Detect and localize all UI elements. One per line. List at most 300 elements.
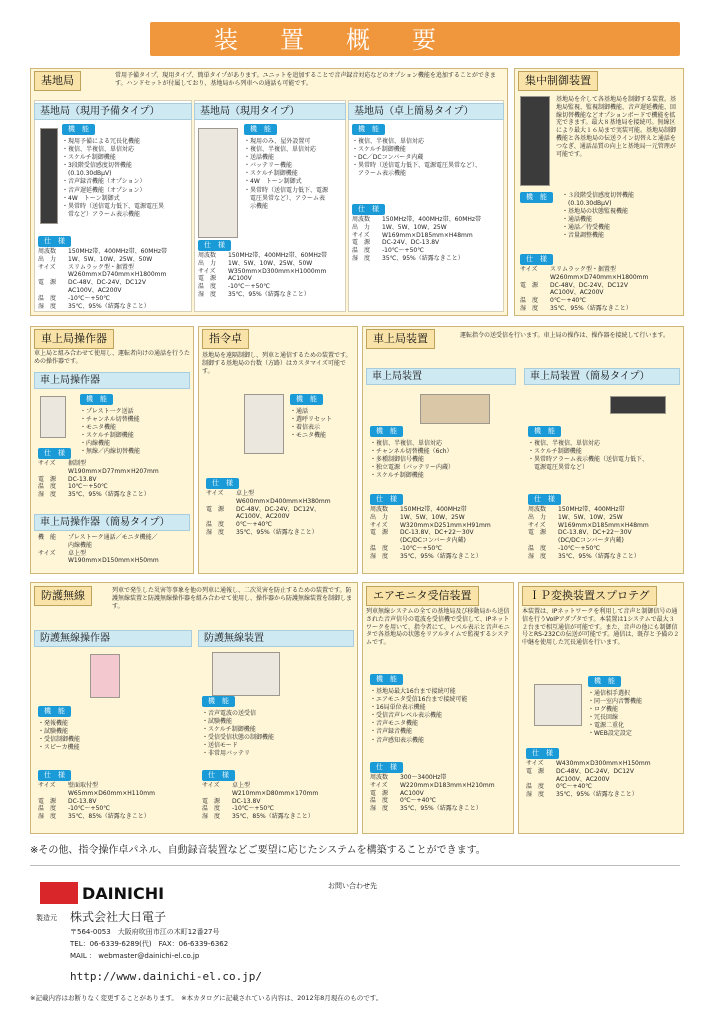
spec-key: 機 能 <box>38 534 57 541</box>
feature-item: ・送信モード <box>202 742 238 750</box>
shajo-features2 <box>528 440 648 472</box>
spec-key: 湿 度 <box>206 528 225 536</box>
spec-value: 1W、5W、10W、25W、50W <box>68 255 153 263</box>
spec-key: 出 力 <box>528 513 547 521</box>
feature-item: ・通話 <box>290 408 309 415</box>
spec-value: 35℃、85%（結露なきこと） <box>232 813 314 821</box>
spec-value: DC-48V、DC-24V、DC12V、 <box>236 505 320 513</box>
feature-item: ・通話機能 <box>562 216 593 224</box>
spec-row <box>198 268 327 276</box>
spec-value: 卓上型 <box>236 490 255 497</box>
sub-bougo-2: 防護無線装置 <box>198 630 354 647</box>
spec-key: 電 源 <box>370 529 389 537</box>
spec-key: サイズ <box>38 263 56 271</box>
spec-value: DC-13.8V <box>68 797 97 805</box>
spec-value: W260mm×D740mm×H1800mm <box>550 273 649 281</box>
shajo-sousa-specs <box>38 460 159 499</box>
controller-photo <box>90 654 120 698</box>
spec-key: 温 度 <box>38 483 57 491</box>
feature-item: ・受信受信状態の制御機能 <box>202 734 275 742</box>
spec-row <box>198 252 327 260</box>
kino-label: 機 能 <box>588 676 621 687</box>
spec-value: 35℃、95%（結露なきこと） <box>382 254 464 262</box>
card-kiti-genyo-title: 基地局（現用タイプ） <box>194 103 346 120</box>
kiti-genyo-specs <box>198 252 327 299</box>
feature-item: ・独立電源（バッテリー内蔵） <box>370 464 455 472</box>
spec-key: 湿 度 <box>528 552 547 560</box>
spec-value: 35℃、95%（結露なきこと） <box>400 805 482 813</box>
feature-item: ・音声電波の送受信 <box>202 710 257 717</box>
spec-row <box>38 468 159 476</box>
spec-row <box>38 491 159 499</box>
spec-value: W190mm×D150mm×H50mm <box>68 557 159 565</box>
spec-key: サイズ <box>528 521 546 529</box>
title-banner <box>150 22 680 56</box>
spec-row <box>526 760 651 768</box>
bougo-specs2 <box>202 782 318 821</box>
feature-item: ・バッテリー機能 <box>244 162 293 170</box>
spec-row <box>198 283 327 291</box>
spec-value: W190mm×D77mm×H207mm <box>68 467 159 475</box>
spec-value: 35℃、95%（結露なきこと） <box>400 552 482 560</box>
spec-row <box>38 790 155 798</box>
kiti-genyo-features <box>244 138 328 211</box>
spec-value: W260mm×D740mm×H1800mm <box>68 271 167 279</box>
spec-row <box>528 514 649 522</box>
feature-item: ・音声録音機能 <box>370 728 413 736</box>
feature-item: 示機能 <box>244 202 269 210</box>
spec-value: -10℃～+50℃ <box>558 544 600 552</box>
kino-label: 機 能 <box>202 696 235 707</box>
feature-item: ・音声モニタ機能 <box>370 720 419 728</box>
shiyo-label: 仕 様 <box>198 240 231 251</box>
shiyo-label: 仕 様 <box>528 494 561 505</box>
sub-bougo-1: 防護無線操作器 <box>34 630 192 647</box>
feature-item: ・モニタ機能 <box>80 424 117 432</box>
section-monitor-intro: 列車無線システムの全ての基地局及び移動局から送信された音声信号の電波を受信機で受信して、IPネットワークを用いて、指令者にて、レベル表示と音声モニタで各基地局の状態をリアルタイムで監視するシステムです。 <box>366 608 510 647</box>
spec-key: 湿 度 <box>38 491 57 499</box>
bougo-features1 <box>38 720 80 752</box>
spec-key: サイズ <box>38 782 56 789</box>
spec-key: サイズ <box>38 460 56 467</box>
sub-shajo-sousa-kan: 車上局操作器（簡易タイプ） <box>34 514 190 531</box>
shiyo-label: 仕 様 <box>206 478 239 489</box>
spec-value: -10℃～+50℃ <box>382 247 424 255</box>
bougo-features2 <box>202 710 274 759</box>
spec-value: W600mm×D400mm×H380mm <box>236 497 331 505</box>
spec-value: 150MHz帯、400MHz帯、60MHz帯 <box>382 216 482 223</box>
spec-value: 35℃、95%（結露なきこと） <box>236 528 318 536</box>
spec-row <box>38 303 167 311</box>
feature-item: ・複信、半複信、単信対応 <box>244 146 317 154</box>
spec-key: 電 源 <box>520 281 539 289</box>
shajo-features1 <box>370 440 454 480</box>
spec-value: 10℃～+50℃ <box>68 483 108 491</box>
bougo-specs1 <box>38 782 155 821</box>
kino-label: 機 能 <box>244 124 277 135</box>
kino-label: 機 能 <box>38 706 71 717</box>
shajo-specs2 <box>528 506 649 561</box>
shiyo-label: 仕 様 <box>352 204 385 215</box>
spec-key: 電 源 <box>528 529 547 537</box>
section-shuchu-intro: 基地局を介して各基地局を制御する装置。基地局監視、監視制御機能、音声遅延機能、回線切替機能などオプションボードで機能を拡充できます。最大８基地局を接続可。無線区により最大１６局まで実装可能。基地局制御機能と各基地局の伝送ライン切替えと通話をつなぎ、通話品質の向上と基地局一元管理が可能です。 <box>556 96 677 158</box>
feature-item: ・チャンネル切替機能 <box>80 416 140 424</box>
cabinet-photo <box>198 128 238 238</box>
spec-key: 電 源 <box>38 797 57 805</box>
spec-value: スリムラック型・据置型 <box>68 263 134 271</box>
feature-item: ・スケルチ制御機能 <box>202 726 256 734</box>
spec-row <box>38 550 159 558</box>
spec-value: W220mm×D183mm×H210mm <box>400 781 495 789</box>
spec-value: プレストーク通話／モニタ機能／ <box>68 534 158 541</box>
spec-row <box>370 514 491 522</box>
feature-item: ・DC／DCコンバータ内蔵 <box>352 154 424 162</box>
feature-item: ・送話機能 <box>244 154 275 162</box>
spec-value: AC100V <box>228 275 252 283</box>
spec-value: (DC/DCコンバータ内蔵) <box>400 537 466 545</box>
feature-item: ・通話／待受機能 <box>562 224 611 232</box>
feature-item: ・音声遅延機能（オプション） <box>62 186 146 194</box>
spec-value: W169mm×D185mm×H48mm <box>558 521 649 529</box>
spec-key: 周波数 <box>352 216 371 223</box>
feature-item: ・4W トーン制御式 <box>62 194 120 202</box>
feature-item: ・プレスト一ク送話 <box>80 408 134 415</box>
disclaimer: ※記載内容はお断りなく変更することがあります。 ※本カタログに記載されている内容は、2012年8月現在のものです。 <box>30 994 383 1002</box>
shiyo-label: 仕 様 <box>526 748 559 759</box>
feature-item: 電圧異常など）、アラーム表 <box>244 194 326 202</box>
spec-row <box>526 791 651 799</box>
radio-small-photo <box>610 396 666 414</box>
spec-value: AC100V、AC200V <box>556 775 610 783</box>
spec-key: 周波数 <box>38 248 57 255</box>
company-logo-mark <box>40 882 78 904</box>
shajo-specs1 <box>370 506 491 561</box>
spec-row <box>38 248 167 256</box>
spec-key: 温 度 <box>370 797 389 805</box>
feature-item: ・多種制御信号機能 <box>370 456 425 464</box>
feature-item: ・無線／内線切替機能 <box>80 448 141 456</box>
spec-value: DC-13.8V、DC+22～30V <box>558 529 632 537</box>
spec-key: サイズ <box>370 781 388 789</box>
spec-key: 湿 度 <box>526 791 545 799</box>
spec-row <box>206 529 331 537</box>
spec-key: サイズ <box>370 521 388 529</box>
spec-key: 電 源 <box>370 789 389 797</box>
spec-value: 35℃、95%（結露なきこと） <box>68 491 150 499</box>
spec-key: 周波数 <box>198 252 217 259</box>
feature-item: ・音量調整機能 <box>562 232 605 240</box>
spec-row <box>352 216 481 224</box>
spec-key: 出 力 <box>38 255 57 263</box>
section-shajo-sousa-intro: 車上局と組み合わせて使用し、運転者向けの通話を行うための操作器です。 <box>34 350 191 365</box>
spec-row <box>528 545 649 553</box>
spec-row <box>352 224 481 232</box>
spec-value: AC100V <box>400 789 424 797</box>
spec-key: 温 度 <box>38 294 57 302</box>
spec-key: 温 度 <box>528 544 547 552</box>
feature-item: ・基地局の状態監視機能 <box>562 208 629 216</box>
radio-photo <box>420 394 490 424</box>
company-tel: TEL：06-6339-6289(代) FAX：06-6339-6362 <box>70 940 229 948</box>
spec-row <box>528 537 649 545</box>
spec-row <box>38 460 159 468</box>
spec-key: 湿 度 <box>198 290 217 298</box>
spec-value: 1W、5W、10W、25W <box>382 223 447 231</box>
spec-row <box>526 768 651 776</box>
spec-value: 35℃、95%（結露なきこと） <box>558 552 640 560</box>
feature-item: (0.10.30dBμV) <box>62 170 112 178</box>
spec-key: 湿 度 <box>202 813 221 821</box>
spec-key: サイズ <box>206 490 224 497</box>
spec-key: 周波数 <box>370 506 389 513</box>
spec-key: 電 源 <box>198 275 217 283</box>
shiyo-label: 仕 様 <box>370 762 403 773</box>
feature-item: ・スケルチ制御機能 <box>80 432 134 440</box>
spec-key: 温 度 <box>520 297 539 305</box>
spec-row <box>370 506 491 514</box>
spec-value: W65mm×D60mm×H110mm <box>68 789 155 797</box>
spec-value: 35℃、95%（結露なきこと） <box>556 791 638 799</box>
feature-item: ・現用予備による冗長化機能 <box>62 138 141 145</box>
spec-value: DC-13.8V、DC+22～30V <box>400 529 474 537</box>
spec-row <box>202 790 318 798</box>
spec-key: 出 力 <box>352 223 371 231</box>
kino-label: 機 能 <box>290 394 323 405</box>
feature-item: ・スピーカ機能 <box>38 744 80 752</box>
spec-key: サイズ <box>198 267 216 275</box>
spec-row <box>520 282 648 290</box>
kino-label: 機 能 <box>352 124 385 135</box>
feature-item: ・発報機能 <box>38 720 69 727</box>
feature-item: ・非常用バッテリ <box>202 750 251 758</box>
spec-key: 湿 度 <box>370 552 389 560</box>
spec-key: 湿 度 <box>352 254 371 262</box>
spec-key: 温 度 <box>198 283 217 291</box>
feature-item: 常など）アラーム表示機能 <box>62 210 141 218</box>
kino-label: 機 能 <box>528 426 561 437</box>
spec-row <box>370 782 495 790</box>
section-shajo-title: 車上局装置 <box>366 329 435 349</box>
spec-row <box>202 813 318 821</box>
spec-key: 出 力 <box>198 259 217 267</box>
kino-label: 機 能 <box>370 674 403 685</box>
spec-row <box>528 553 649 561</box>
page-title: 装置概要 <box>214 26 478 54</box>
feature-item: ・スケルチ制御機能 <box>370 472 424 480</box>
spec-row <box>520 297 648 305</box>
feature-item: ・3段階受信感度切替機能 <box>62 162 132 170</box>
spec-value: 150MHz帯、400MHz帯、60MHz帯 <box>228 252 328 259</box>
shiyo-label: 仕 様 <box>202 770 235 781</box>
feature-item: ・基地局最大16台まで接続可能 <box>370 688 456 695</box>
feature-item: ・スケルチ制御機能 <box>352 146 406 154</box>
spec-value: -10℃～+50℃ <box>400 544 442 552</box>
spec-row <box>38 279 167 287</box>
spec-row <box>370 545 491 553</box>
shuchu-specs <box>520 266 648 313</box>
feature-item: ・電源二重化 <box>588 722 625 730</box>
spec-value: AC100V、AC200V <box>550 289 604 297</box>
spec-value: 内線機能 <box>68 541 93 549</box>
spec-row <box>206 506 331 514</box>
spec-value: DC-48V、DC-24V、DC12V <box>68 279 146 287</box>
feature-item: ・選呼リセット <box>290 416 332 424</box>
feature-item: ・複信、半複信、単信対応 <box>370 440 443 447</box>
spec-row <box>352 255 481 263</box>
ip-device-photo <box>534 684 582 726</box>
spec-key: 温 度 <box>206 521 225 529</box>
shajo-sousa-specs2 <box>38 534 159 565</box>
spec-value: 1W、5W、10W、25W、50W <box>228 259 313 267</box>
spec-value: -10℃～+50℃ <box>68 805 110 813</box>
kiti-yobi-features <box>62 138 164 219</box>
kiti-takujo-features <box>352 138 481 178</box>
feature-item: ・ログ機能 <box>588 706 619 714</box>
feature-item: (0.10.30dBμV) <box>562 200 612 208</box>
spec-row <box>38 287 167 295</box>
spec-row <box>370 774 495 782</box>
inquiry-label: お問い合わせ先 <box>328 882 377 890</box>
spec-key: 電 源 <box>38 279 57 287</box>
sub-shajo-1: 車上局装置 <box>366 368 516 385</box>
spec-value: 35℃、95%（結露なきこと） <box>68 302 150 310</box>
spec-value: DC-13.8V <box>232 797 261 805</box>
feature-item: ・スケルチ制御機能 <box>62 154 116 162</box>
footer-note: ※その他、指令操作卓パネル、自動録音装置などご要望に応じたシステムを構築することができます。 <box>30 845 486 856</box>
monitor-features <box>370 688 467 745</box>
shajo-sousa-features <box>80 408 140 457</box>
ip-specs <box>526 760 651 799</box>
spec-row <box>38 295 167 303</box>
spec-row <box>370 537 491 545</box>
feature-item: ・同一室内音響機能 <box>588 698 643 706</box>
company-logo-text: DAINICHI <box>82 884 165 903</box>
spec-key: 温 度 <box>202 805 221 813</box>
section-shajo-intro: 運転指令の送受信を行います。車上局の操作は、操作器を接続して行います。 <box>460 332 670 339</box>
spec-value: 300～3400Hz帯 <box>400 774 447 781</box>
sub-shajo-2: 車上局装置（簡易タイプ） <box>524 368 680 385</box>
spec-row <box>520 266 648 274</box>
section-shajo-sousa-title: 車上局操作器 <box>34 329 114 349</box>
device-photo <box>212 652 280 696</box>
kino-label: 機 能 <box>520 192 553 203</box>
spec-row <box>520 305 648 313</box>
section-shirei-intro: 基地局を遠隔制御し、列車と通信するための装置です。制御する基地局の台数（方路）はカスタマイズ可能です。 <box>202 352 352 375</box>
spec-row <box>206 490 331 498</box>
spec-row <box>38 264 167 272</box>
feature-item: ・異常時アラーム表示機能（送信電力低下、 <box>528 456 649 464</box>
spec-row <box>38 782 155 790</box>
shirei-specs <box>206 490 331 537</box>
feature-item: ・受信音声レベル表示機能 <box>370 712 443 720</box>
spec-value: 0℃～+40℃ <box>400 797 436 805</box>
section-kiti-title: 基地局 <box>34 71 81 91</box>
spec-key: サイズ <box>352 231 370 239</box>
feature-item: ・現用のみ、屋外設置可 <box>244 138 311 145</box>
spec-value: (DC/DCコンバータ内蔵) <box>558 537 624 545</box>
spec-row <box>38 256 167 264</box>
spec-value: 150MHz帯、400MHz帯 <box>558 506 625 513</box>
divider <box>30 865 680 866</box>
spec-key: 温 度 <box>526 783 545 791</box>
spec-value: 0℃～+40℃ <box>236 521 272 529</box>
company-address: 〒564-0053 大阪府吹田市江の木町12番27号 <box>70 928 220 936</box>
spec-value: -10℃～+50℃ <box>232 805 274 813</box>
spec-value: 卓上型 <box>232 782 251 789</box>
feature-item: ・試験機能 <box>202 718 233 726</box>
spec-row <box>198 291 327 299</box>
spec-row <box>206 521 331 529</box>
spec-value: 35℃、95%（結露なきこと） <box>228 290 310 298</box>
section-bougo-title: 防護無線 <box>34 586 92 606</box>
spec-value: W169mm×D185mm×H48mm <box>382 231 473 239</box>
feature-item: ・4W トーン制御式 <box>244 178 302 186</box>
feature-item: ・スケルチ制御機能 <box>244 170 298 178</box>
spec-value: 1W、5W、10W、25W <box>558 513 623 521</box>
spec-value: 1W、5W、10W、25W <box>400 513 465 521</box>
spec-key: 周波数 <box>528 506 547 513</box>
company-url[interactable]: http://www.dainichi-el.co.jp/ <box>70 970 263 983</box>
section-ip-title: ＩＰ変換装置スプロテグ <box>522 586 657 606</box>
card-kiti-yobi-title: 基地局（現用予備タイプ） <box>34 103 192 120</box>
spec-key: 湿 度 <box>520 304 539 312</box>
feature-item: ・16局単位表示機能 <box>370 704 426 712</box>
feature-item: ・音声録音機能（オプション） <box>62 178 146 186</box>
spec-key: サイズ <box>526 760 544 767</box>
section-shirei-title: 指令卓 <box>202 329 249 349</box>
spec-value: -10℃～+50℃ <box>68 294 110 302</box>
company-mail[interactable]: MAIL ： webmaster@dainichi-el.co.jp <box>70 952 200 960</box>
shiyo-label: 仕 様 <box>38 448 71 459</box>
rack-photo <box>40 128 58 224</box>
spec-value: DC-48V、DC-24V、DC12V <box>550 281 628 289</box>
shiyo-label: 仕 様 <box>370 494 403 505</box>
spec-key: 湿 度 <box>370 805 389 813</box>
spec-value: スリムラック型・据置型 <box>550 266 616 273</box>
spec-value: 据制型 <box>68 460 87 467</box>
feature-item: ・異常時（送信電力低下、電源電圧異 <box>62 202 165 210</box>
spec-value: 35℃、85%（結露なきこと） <box>68 813 150 821</box>
spec-row <box>38 813 155 821</box>
ip-features <box>588 690 642 739</box>
feature-item: ・WEB設定設定 <box>588 730 632 738</box>
spec-key: 湿 度 <box>38 302 57 310</box>
spec-value: 壁面取付型 <box>68 782 99 789</box>
feature-item: ・モニタ機能 <box>290 432 327 440</box>
spec-key: 温 度 <box>38 805 57 813</box>
controller-photo <box>40 396 66 438</box>
spec-row <box>206 498 331 506</box>
spec-key: 温 度 <box>352 247 371 255</box>
spec-value: DC-13.8V <box>68 475 97 483</box>
shiyo-label: 仕 様 <box>520 254 553 265</box>
rack-photo <box>520 96 550 186</box>
kino-label: 機 能 <box>80 394 113 405</box>
feature-item: ・スケルチ制御機能 <box>528 448 582 456</box>
section-bougo-intro: 列車で発生した災害等事象を他の列車に通報し、二次災害を防止するための装置です。防護無線装置と防護無線操作器を組み合わせて使用し、操作器から防護無線装置を制御します。 <box>112 587 353 610</box>
shiyo-label: 仕 様 <box>38 236 71 247</box>
feature-item: ・冗長回線 <box>588 714 619 722</box>
spec-row <box>202 782 318 790</box>
feature-item: ・受信制御機能 <box>38 736 81 744</box>
spec-key: 電 源 <box>202 797 221 805</box>
feature-item: ・チャンネル切替機能（6ch） <box>370 448 453 456</box>
console-photo <box>244 394 284 454</box>
spec-key: 湿 度 <box>38 813 57 821</box>
spec-row <box>528 506 649 514</box>
monitor-specs <box>370 774 495 813</box>
section-ip-intro: 本装置は、IPネットワークを利用して音声と制御信号の通信を行うVoIPアダプタです。本装置は1システムで最大３２台まで相互通信が可能です。また、音声の他にも制御信号とRS-232Cの伝送が可能です。通信は、既存と予備の２中継を使用した冗長通信を行います。 <box>522 608 680 647</box>
